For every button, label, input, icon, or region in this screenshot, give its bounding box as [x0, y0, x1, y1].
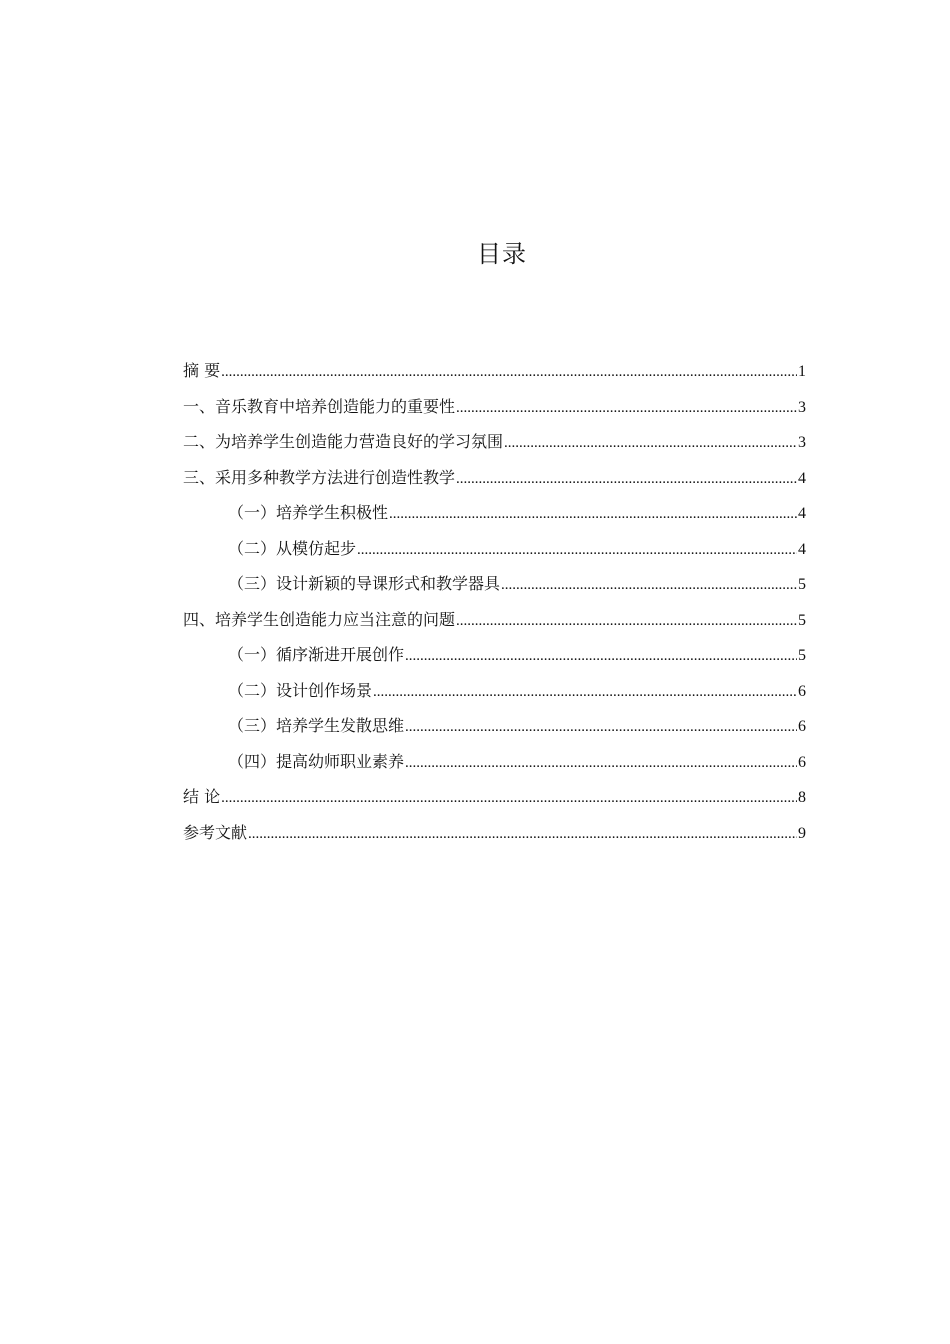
toc-page-number: 6 — [798, 753, 806, 771]
toc-entry-section-3-1[interactable] — [183, 495, 806, 531]
toc-page-number: 9 — [798, 824, 806, 842]
toc-entry-text: 参考文献 — [183, 822, 248, 842]
dot-leader — [248, 815, 797, 853]
toc-entry-text: （一）循序渐进开展创作 — [228, 645, 405, 664]
dot-leader — [405, 744, 797, 782]
toc-entry-section-4-3[interactable] — [183, 708, 806, 744]
toc-entry-text: 二、为培养学生创造能力营造良好的学习氛围 — [183, 432, 504, 451]
dot-leader — [357, 531, 797, 569]
dot-leader — [504, 424, 797, 462]
dot-leader — [405, 708, 797, 746]
toc-page-number: 5 — [798, 647, 806, 664]
toc-page-number: 6 — [798, 718, 806, 735]
dot-leader — [221, 779, 797, 817]
toc-entry-text: （二）设计创作场景 — [228, 680, 373, 700]
toc-page-number: 3 — [798, 434, 806, 451]
toc-entry-text: 一、音乐教育中培养创造能力的重要性 — [183, 396, 456, 416]
toc-page-number: 6 — [798, 682, 806, 700]
dot-leader — [501, 566, 797, 604]
toc-page-number: 5 — [798, 611, 806, 629]
toc-entry-abstract[interactable] — [183, 353, 806, 389]
toc-entry-text: 三、采用多种教学方法进行创造性教学 — [183, 467, 456, 487]
dot-leader — [373, 673, 797, 711]
toc-entry-section-3-3[interactable] — [183, 566, 806, 602]
toc-entry-section-1[interactable] — [183, 389, 806, 425]
toc-entry-section-2[interactable] — [183, 424, 806, 460]
toc-entry-conclusion[interactable] — [183, 779, 806, 815]
toc-entry-text: （一）培养学生积极性 — [228, 503, 389, 522]
toc-entry-section-3-2[interactable] — [183, 531, 806, 567]
toc-entry-section-4-2[interactable] — [183, 673, 806, 709]
toc-entry-text: （三）培养学生发散思维 — [228, 716, 405, 735]
toc-entry-text: （二）从模仿起步 — [228, 538, 357, 558]
toc-entry-section-3[interactable] — [183, 460, 806, 496]
toc-entry-section-4[interactable] — [183, 602, 806, 638]
toc-entry-section-4-1[interactable] — [183, 637, 806, 673]
toc-entry-text: 结 论 — [183, 787, 221, 806]
toc-entry-section-4-4[interactable] — [183, 744, 806, 780]
dot-leader — [456, 389, 797, 427]
toc-page-number: 8 — [798, 789, 806, 806]
toc-page-number: 5 — [798, 576, 806, 593]
toc-entry-text: （三）设计新颖的导课形式和教学器具 — [228, 574, 501, 593]
dot-leader — [405, 637, 797, 675]
toc-page-number: 4 — [798, 540, 806, 558]
dot-leader — [221, 353, 797, 391]
toc-entry-text: （四）提高幼师职业素养 — [228, 751, 405, 771]
toc-page-number: 4 — [798, 469, 806, 487]
toc-entry-references[interactable] — [183, 815, 806, 851]
dot-leader — [456, 460, 797, 498]
table-of-contents — [183, 353, 806, 850]
toc-entry-text: 摘 要 — [183, 361, 221, 380]
toc-page-number: 1 — [798, 363, 806, 380]
toc-page-number: 3 — [798, 398, 806, 416]
toc-page-number: 4 — [798, 505, 806, 522]
toc-title: 目录 — [477, 240, 527, 268]
dot-leader — [456, 602, 797, 640]
toc-entry-text: 四、培养学生创造能力应当注意的问题 — [183, 609, 456, 629]
dot-leader — [389, 495, 797, 533]
